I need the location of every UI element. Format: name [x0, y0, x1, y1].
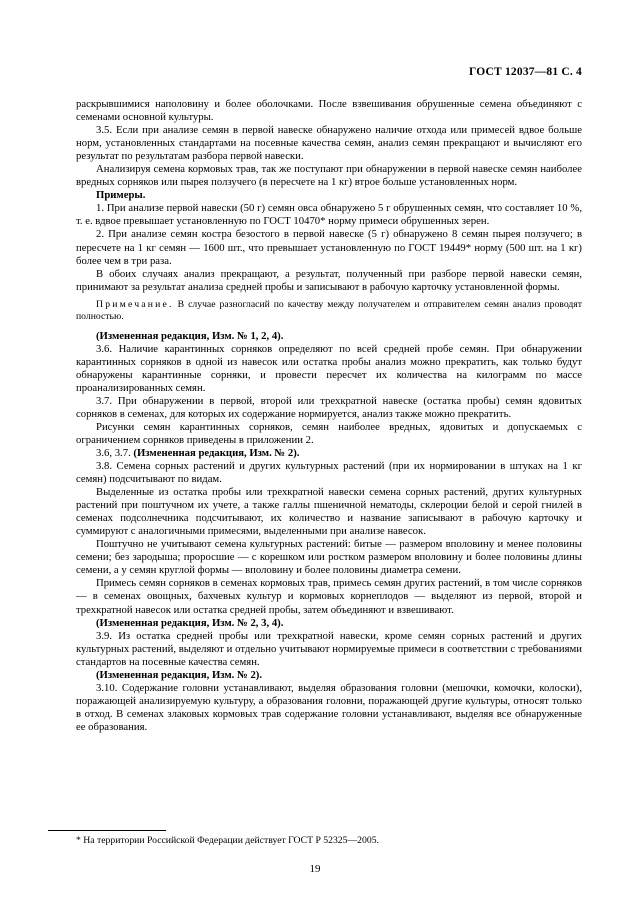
edition-note [76, 447, 582, 460]
paragraph: Выделенные из остатка пробы или трехкратной навески семена сорных растений, других культурных растений при поштучном их учете, а также галлы пшеничной нематоды, склероции белой и серой гнилей в семенах подсолнечника подсчитывают, их количество и название записывают в рабочую карточку и суммируют с аналогичными примесями, выделенными при анализе навесок. [76, 486, 582, 538]
edition-note: (Измененная редакция, Изм. № 2, 3, 4). [96, 616, 284, 629]
example-1: 1. При анализе первой навески (50 г) семян овса обнаружено 5 г обрушенных семян, что составляет 10 %, т. е. вдвое превышает установленную по ГОСТ 10470* норму примеси обрушенных зерен. [76, 202, 582, 228]
paragraph: Рисунки семян карантинных сорняков, семян наиболее вредных, ядовитых и допускаемых с ограничением сорняков приведены в приложении 2. [76, 420, 582, 446]
document-body [76, 98, 582, 734]
edition-note-prefix: 3.6, 3.7. [96, 446, 131, 459]
paragraph-3-9: 3.9. Из остатка средней пробы или трехкратной навески, кроме семян сорных растений и других культурных растений, выделяют и отдельно учитывают нормируемые примеси в соответствии с требованиями стандартов на посевные качества семян. [76, 629, 582, 668]
paragraph-3-5: 3.5. Если при анализе семян в первой навеске обнаружено наличие отхода или примесей вдвое больше норм, установленных стандартами на посевные качества семян, анализ семян прекращают и вычисляют его результат по результатам разбора первой навески. [76, 124, 582, 163]
note-text: В случае разногласий по качеству между получателем и отправителем семян анализ проводят полностью. [76, 298, 582, 323]
paragraph-3-8: 3.8. Семена сорных растений и других культурных растений (при их нормировании в штуках на 1 кг семян) подсчитывают по видам. [76, 459, 582, 486]
paragraph-3-6: 3.6. Наличие карантинных сорняков определяют по всей средней пробе семян. При обнаружении карантинных сорняков в одной из навесок или остатка пробы анализ можно прекратить, как только будут обнаружены карантинные сорняки, и провести пересчет их количества на килограмм по массе проанализированных семян. [76, 342, 582, 394]
paragraph: В обоих случаях анализ прекращают, а результат, полученный при разборе первой навески семян, принимают за результат анализа средней пробы и записывают в рабочую карточку установленной формы. [76, 267, 582, 293]
paragraph: Анализируя семена кормовых трав, так же поступают при обнаружении в первой навеске семян наиболее вредных сорняков или пырея ползучего (в пересчете на 1 кг) втрое больше установленных норм. [76, 163, 582, 189]
note-label: Примечание. [96, 298, 174, 310]
footnote-divider [48, 830, 166, 831]
examples-heading: Примеры. [96, 189, 146, 202]
paragraph-3-10: 3.10. Содержание головни устанавливают, выделяя образования головни (мешочки, комочки, колоски), поражающей анализируемую культуру, а образования головни, поражающей другие культуры, относят только в отход. В семенах злаковых кормовых трав содержание головни устанавливают, выделяя все обнаруженные ее образования. [76, 681, 582, 733]
paragraph: Примесь семян сорняков в семенах кормовых трав, примесь семян других растений, в том числе сорняков — в семенах овощных, бахчевых культур и кормовых корнеплодов — выделяют из первой, второй и трехкратной навесок или остатка средней пробы, затем объединяют и взвешивают. [76, 577, 582, 616]
footnote: * На территории Российской Федерации действует ГОСТ Р 52325—2005. [76, 835, 379, 846]
edition-note: (Измененная редакция, Изм. № 2). [96, 668, 263, 681]
example-2: 2. При анализе семян костра безостого в первой навеске (5 г) обнаружено 8 семян пырея ползучего; в пересчете на 1 кг семян — 1600 шт., что превышает установленную по ГОСТ 19449* норму (500 шт. на 1 кг) более чем в три раза. [76, 228, 582, 267]
edition-note: (Измененная редакция, Изм. № 1, 2, 4). [96, 329, 284, 342]
paragraph-3-7: 3.7. При обнаружении в первой, второй или трехкратной навеске (остатка пробы) семян ядовитых сорняков в семенах, для которых их содержание нормируется, анализ также можно прекратить. [76, 394, 582, 420]
page-number: 19 [309, 863, 321, 875]
page-header: ГОСТ 12037—81 С. 4 [469, 66, 582, 78]
paragraph: Поштучно не учитывают семена культурных растений: битые — размером вполовину и менее половины семени; без зародыша; проросшие — с корешком или ростком размером вполовину и более половины длины семени, а у семян круглой формы — вполовину и более половины диаметра семени. [76, 538, 582, 577]
edition-note-text: (Измененная редакция, Изм. № 2). [133, 446, 300, 459]
paragraph: раскрывшимися наполовину и более оболочками. После взвешивания обрушенные семена объединяют с семенами основной культуры. [76, 98, 582, 124]
note [76, 299, 582, 324]
